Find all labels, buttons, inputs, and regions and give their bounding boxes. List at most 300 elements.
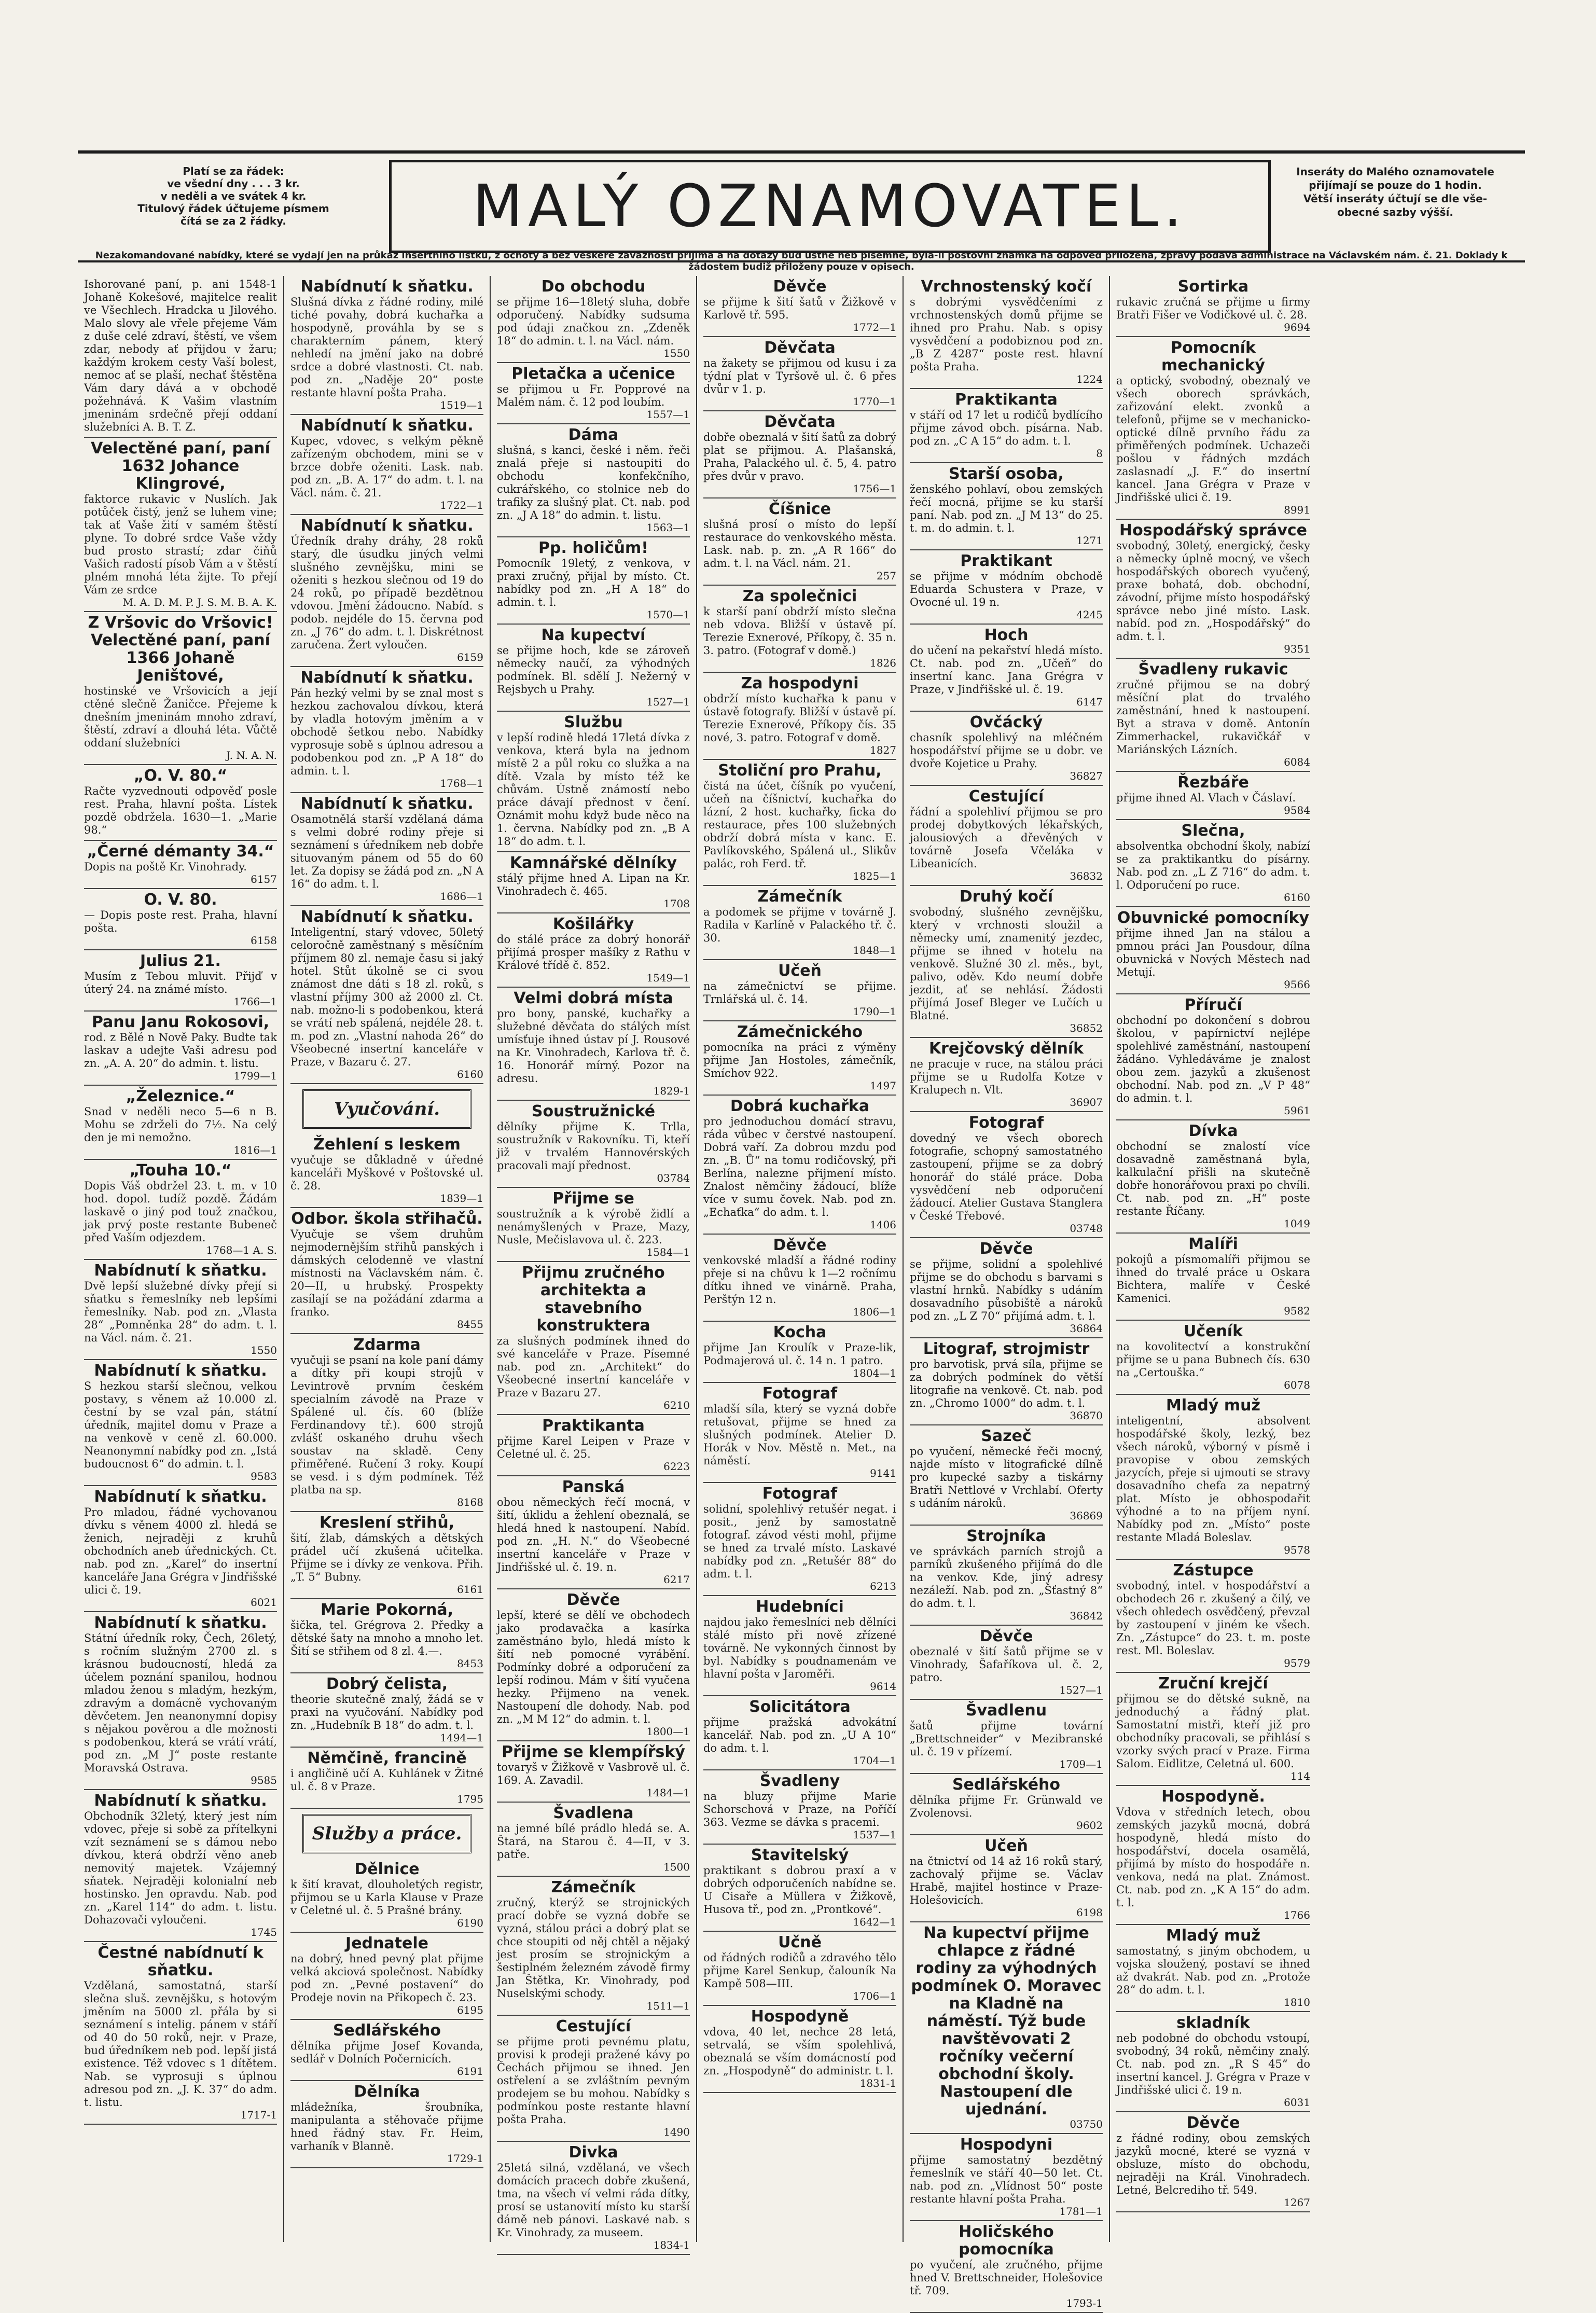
ad-title: Panu Janu Rokosovi, xyxy=(91,1013,270,1031)
classified-ad xyxy=(1116,520,1310,659)
ad-text: vyučuji se psaní na kole paní dámy a dítky při koupi strojů v Levintrově prvním českém specialním závodě na Praze v Spálené ul. čís. 60 (blíže Ferdinandovy tř.). 600 strojů zvlášť oskaného druhu všech soustav na skladě. Ceny přiměřené. Ručení 3 roky. Koupí se vesd. i s dým podmínek. Též platba na sp. xyxy=(290,1354,483,1496)
ad-title: Zámečník xyxy=(757,888,842,906)
ad-title: Na kupectví přijme chlapce z řádné rodiny za výhodných podmínek O. Moravec na Kladně na náměstí. Týž bude navštěvovati 2 ročníky večerní obchodní školy. Nastoupení dle ujednání. xyxy=(911,1924,1102,2118)
classified-ad xyxy=(497,537,690,625)
ad-text: z řádné rodiny, obou zemských jazyků mocné, které se vyzná v obsluze, místo do obchodu, nejraději na Král. Vinohradech. Letné, Belcrediho tř. 549. xyxy=(1116,2132,1310,2196)
ad-text: na čtnictví od 14 až 16 roků starý, zachovalý přijme se. Václav Hrabě, majitel hostince v Praze-Holešovicích. xyxy=(910,1855,1103,1906)
ad-text: přijme ihned Jan na stálou a pmnou práci Jan Pousdour, dílna obuvnická v Nových Městech nad Metují. xyxy=(1116,927,1310,978)
ad-title: Holičského pomocníka xyxy=(959,2223,1054,2259)
classified-ad xyxy=(1116,994,1310,1120)
ad-text: na žakety se přijmou od kusu i za týdní plat v Tyršově ul. č. 6 přes dvůr v 1. p. xyxy=(703,357,896,395)
classified-ad xyxy=(497,1188,690,1262)
ad-title: Učeník xyxy=(1183,1322,1243,1340)
ad-text: přijme pražská advokátní kancelář. Nab. pod zn. „U A 10“ do adm. t. l. xyxy=(703,1716,896,1754)
ad-title: Zástupce xyxy=(1173,1561,1254,1580)
ad-text: Vdova v středních letech, obou zemských jazyků mocná, dobrá hospodyně, hledá místo do hospodářství, docela osamělá, přijímá by místo do hospodáře n. venkova, nedá na plat. Známost. Ct. nab. pod zn. „K A 15“ do adm. t. l. xyxy=(1116,1806,1310,1909)
classified-ad xyxy=(290,515,483,667)
classified-ad xyxy=(1116,1120,1310,1234)
classified-ad xyxy=(703,498,896,586)
ad-number: 1825—1 xyxy=(853,870,896,882)
classified-ad xyxy=(290,2020,483,2081)
ad-title: Praktikant xyxy=(960,552,1052,570)
ad-title: Zámečnického xyxy=(737,1023,863,1041)
classified-ad xyxy=(910,463,1103,550)
column xyxy=(491,276,697,2251)
ad-title: Učně xyxy=(778,1933,822,1951)
ad-number: 1549—1 xyxy=(646,972,690,984)
ad-number: 1781—1 xyxy=(1059,2205,1103,2218)
classified-ad xyxy=(84,612,277,765)
classified-ad xyxy=(703,1096,896,1235)
ad-title: Švadlenu xyxy=(965,1701,1047,1720)
ad-number: 1267 xyxy=(1284,2196,1310,2209)
classified-ad xyxy=(290,667,483,793)
ad-number: 1406 xyxy=(870,1218,896,1231)
classified-ad xyxy=(497,988,690,1101)
ad-text: na dobrý, hned pevný plat přijme velká akciová společnost. Nabídky pod zn. „Pevné postavení“ do Prodeje novin na Přikopech č. 23. xyxy=(290,1952,483,2004)
ad-number: 36832 xyxy=(1070,870,1103,882)
ad-text: Račte vyzvednouti odpověď posle rest. Praha, hlavní pošta. Lístek pozdě obdržela. 1630—1. „Marie 98.“ xyxy=(84,785,277,836)
ad-text: k starší paní obdrží místo slečna neb vdova. Bližší v ústavě pí. Terezie Exnerové, Příkopy, č. 35 n. 3. patro. (Fotograf v domě.) xyxy=(703,605,896,657)
ad-title: Cestující xyxy=(556,2017,631,2035)
classified-ad xyxy=(497,852,690,913)
ad-text: od řádných rodičů a zdravého tělo přijme Karel Senkup, čalouník Na Kampě 508—III. xyxy=(703,1951,896,1990)
classified-ad xyxy=(703,1383,896,1483)
ad-text: theorie skutečně znalý, žádá se v praxi na vyučování. Nabídky pod zn. „Hudebník B 18“ do adm. t. l. xyxy=(290,1693,483,1732)
classified-ad xyxy=(910,786,1103,886)
classified-ad xyxy=(703,1483,896,1596)
ad-title: Děvče xyxy=(566,1591,620,1609)
ad-text: Osamotnělá starší vzdělaná dáma s velmi dobré rodiny přeje si seznámení s úředníkem neb dobře situovaným pánem od 55 do 60 let. Za dopisy se žádá pod zn. „N A 16“ do adm. t. l. xyxy=(290,813,483,890)
ad-number: 1826 xyxy=(870,657,896,669)
classified-ad xyxy=(1116,1321,1310,1395)
classified-ad xyxy=(1116,772,1310,820)
ad-number: 1848—1 xyxy=(853,944,896,957)
classified-ad xyxy=(290,1748,483,1809)
ad-number: 36852 xyxy=(1070,1022,1103,1034)
ad-number: 1810 xyxy=(1284,1996,1310,2009)
ad-number: 1708 xyxy=(663,897,690,910)
ad-number: 1793-1 xyxy=(1066,2297,1103,2309)
classified-ad xyxy=(290,906,483,1084)
ad-text: pomocníka na práci z výměny přijme Jan Hostoles, zámečník, Smíchov 922. xyxy=(703,1041,896,1079)
ad-title: Julius 21. xyxy=(140,952,221,970)
masthead-note: Nezakomandované nabídky, které se vydají jen na průkaz insertního lístku, z ochoty a bez veškeré závaznosti přijímá a na dotazy buď ústně neb písemně, byla-li poštovní známka na odpověď přiložena, zprávy podává administrace na Václavském nám. č. 21. Doklady k žádostem budiž přiloženy pouze v opisech. xyxy=(95,250,1508,272)
ad-number: 1563—1 xyxy=(646,521,690,534)
ad-text: Kupec, vdovec, s velkým pěkně zařízeným obchodem, mini se v brzce dobře oženiti. Lask. nab. pod zn. „B. A. 17“ do adm. t. l. na Václ. nám. č. 21. xyxy=(290,435,483,499)
ad-number: 114 xyxy=(1290,1770,1310,1782)
ad-text: lepší, které se dělí ve obchodech jako prodavačka a kasírka zaměstnáno bylo, hledá místo k šití neb pomocné vyrábění. Podmínky dobré a odporučení za lepší rodinou. Mám v šití vyučena hezky. Přijmeno na venek. Nastoupení dle dohody. Nab. pod zn. „M M 12“ do admin. t. l. xyxy=(497,1609,690,1725)
ad-number: 1704—1 xyxy=(853,1754,896,1767)
ad-title: Do obchodu xyxy=(541,278,646,296)
ad-text: Pomocník 19letý, z venkova, v praxi zručný, přijal by místo. Ct. nabídky pod zn. „H A 18“ do admin. t. l. xyxy=(497,557,690,608)
ad-title: Přijme se xyxy=(552,1189,634,1208)
classified-ad xyxy=(84,841,277,889)
ad-title: Mladý muž xyxy=(1166,1396,1260,1415)
classified-ad xyxy=(84,1260,277,1360)
ad-title: Za hospodyni xyxy=(741,674,859,692)
ad-text: mladší síla, který se vyzná dobře retušovat, přijme se hned za slušných podmínek. Atelier D. Horák v Nov. Městě n. Met., na náměstí. xyxy=(703,1403,896,1467)
ad-title: Druhý kočí xyxy=(959,888,1053,906)
ad-number: 1049 xyxy=(1284,1217,1310,1230)
ad-text: a podomek se přijme v továrně J. Radila v Karlíně v Palackého tř. č. 30. xyxy=(703,906,896,944)
classified-ad xyxy=(84,438,277,612)
ad-number: 1527—1 xyxy=(1059,1684,1103,1696)
ad-text: rod. z Bělé n Nově Paky. Budte tak laskav a udejte Vaši adresu pod zn. „A. A. 20“ do admin. t. listu. xyxy=(84,1031,277,1070)
ad-title: Dobrá kuchařka xyxy=(730,1097,870,1115)
classified-ad xyxy=(497,1101,690,1188)
classified-ad xyxy=(910,1922,1103,2134)
classified-ad xyxy=(84,1790,277,1942)
ad-title: Pp. holičům! xyxy=(538,539,648,557)
ad-number: 8 xyxy=(1096,447,1103,460)
ad-text: Obchodník 32letý, který jest ním vdovec, přeje si sobě za přítelkyni vzít seznámení se s dámou nebo dívkou, která obdrží věno aneb nemovitý majetek. Vzájemný sňatek. Nejraději kolonialní neb hostinsko. Jen opravdu. Nab. pod zn. „Karel 114“ do adm. t. listu. Dohazovači vyloučeni. xyxy=(84,1810,277,1926)
ad-title: Cestující xyxy=(968,787,1044,806)
ad-text: šička, tel. Grégrova 2. Předky a dětské šaty na mnoho a mnoho let. Šití se střihem od 8 zl. 4.—. xyxy=(290,1619,483,1657)
ad-text: Musím z Tebou mluvit. Přijď v úterý 24. na známé místo. xyxy=(84,970,277,995)
ad-number: 6021 xyxy=(251,1596,277,1609)
classified-ad xyxy=(910,1700,1103,1774)
classified-ad xyxy=(84,1942,277,2125)
ad-number: 9614 xyxy=(870,1680,896,1693)
insertion-info-line: obecné sazby výšší. xyxy=(1337,206,1453,218)
ad-text: se přijme, solidní a spolehlivé přijme se do obchodu s barvami s vlastní hrnků. Nabídky s udáním dosavadního působiště a nároků pod zn. „L Z 70“ přijímá adm. t. l. xyxy=(910,1258,1103,1322)
ad-text: čistá na účet, číšník po vyučení, učeň na číšnictví, kuchařka do lázní, 2 host. kuchařky, ficka do restaurace, přes 100 služebných obdrží dobrá místa v kanc. E. Pavlíkovského, Spálená ul., Slikův palác, roh Ferd. tř. xyxy=(703,780,896,870)
classified-ad xyxy=(1116,1673,1310,1786)
ad-title: Praktikanta xyxy=(955,391,1058,409)
ad-text: zručný, kterýž se strojnických prací dobře se vyzná dobře se vyzná, stálou práci a dobrý plat se chce stoupiti od něj chtěl a nějaký jest prosím se strojnickým a šestiplném železném závodě firmy Jan Štětka, Kr. Vinohrady, pod Nuselskými schody. xyxy=(497,1896,690,2000)
classified-ad xyxy=(290,415,483,515)
masthead-title-box xyxy=(389,160,1271,253)
classified-ad xyxy=(910,1425,1103,1526)
classified-ad xyxy=(497,2142,690,2255)
ad-number: 1772—1 xyxy=(853,321,896,334)
classified-ad xyxy=(703,1235,896,1322)
classified-ad xyxy=(84,1486,277,1612)
ad-text: do stálé práce za dobrý honorář přijímá prosper mašíky z Rathu v Králové třídě č. 852. xyxy=(497,933,690,972)
ad-text: přijme samostatný bezdětný řemeslník ve stáří 40—50 let. Ct. nab. pod zn. „Vlídnost 50“ poste restante hlavní pošta Praha. xyxy=(910,2154,1103,2205)
ad-number: 6190 xyxy=(457,1917,483,1929)
ad-number: 1570—1 xyxy=(646,608,690,621)
classified-ad xyxy=(290,1933,483,2020)
classified-ad xyxy=(290,2081,483,2168)
ad-text: obeznalé v šití šatů přijme se v Vinohrady, Šafaříkova ul. č. 2, patro. xyxy=(910,1645,1103,1684)
classified-ad xyxy=(497,1589,690,1741)
ad-title: Hoch xyxy=(984,626,1029,644)
ad-title: Děvčata xyxy=(764,413,836,431)
ad-title: Děvče xyxy=(979,1627,1033,1645)
classified-ad xyxy=(290,793,483,906)
ad-text: dělníky přijme K. Trlla, soustružník v Rakovníku. Ti, kteří již v trvalém Hannovérských pracovali mají přednost. xyxy=(497,1120,690,1172)
ad-title: Kocha xyxy=(773,1323,827,1341)
ad-title: Pomocník mechanický xyxy=(1161,339,1265,375)
classified-ad xyxy=(910,1238,1103,1338)
ad-title: Jednatele xyxy=(345,1934,428,1952)
classified-ad xyxy=(84,1612,277,1790)
ad-text: 25letá silná, vzdělaná, ve všech domácích pracech dobře zkušená, tma, na všech ví velmi ráda dítky, prosí se ustanovití místo ku starší dámě neb pánovi. Laskavé nab. s Kr. Vinohrady, za museem. xyxy=(497,2162,690,2239)
ad-text: vdova, 40 let, nechce 28 letá, setrvalá, se vším spolehlivá, obeznalá se vším domácností pod zn. „Hospodyně“ do administr. t. l. xyxy=(703,2026,896,2077)
ad-title: Strojníka xyxy=(966,1527,1046,1545)
ad-number: 4245 xyxy=(1076,608,1103,621)
ad-title: Učeň xyxy=(778,962,822,980)
ad-number: 1550 xyxy=(251,1344,277,1356)
ad-text: i angličině učí A. Kuhlánek v Žitné ul. č. 8 v Praze. xyxy=(290,1767,483,1793)
insertion-info-line: Větší inseráty účtují se dle vše- xyxy=(1303,192,1488,205)
classified-ad xyxy=(497,1476,690,1589)
pricing-line: v neděli a ve svátek 4 kr. xyxy=(160,190,307,202)
ad-title: Praktikanta xyxy=(542,1417,645,1435)
ad-title: Hudebníci xyxy=(756,1598,844,1616)
classified-ad xyxy=(290,276,483,415)
ad-title: Sazeč xyxy=(981,1427,1032,1445)
insertion-info-line: Inseráty do Malého oznamovatele xyxy=(1296,165,1494,178)
pricing-line: Titulový řádek účtujeme písmem xyxy=(137,202,329,215)
classified-ad xyxy=(497,1262,690,1415)
ad-title: Švadleny xyxy=(759,1772,840,1790)
ad-number: 6078 xyxy=(1284,1379,1310,1391)
ad-number: 6147 xyxy=(1076,696,1103,708)
classified-ad xyxy=(84,1160,277,1260)
ad-title: Vrchnostenský kočí xyxy=(921,278,1092,296)
classified-ad xyxy=(497,424,690,537)
classified-ad xyxy=(497,1803,690,1877)
ad-number: 1834-1 xyxy=(653,2239,690,2251)
ad-text: s dobrými vysvědčeními z vrchnostenských domů přijme se ihned pro Prahu. Nab. s opisy vysvědčení a podobiznou pod zn. „B Z 4287“ poste rest. hlavní pošta Praha. xyxy=(910,296,1103,373)
ad-number: 36870 xyxy=(1070,1409,1103,1422)
ad-text: pro jednoduchou domácí stravu, ráda vůbec v čerstvé nastoupení. Dobrá vaří. Za dobrou mzdu pod zn. „B. Ů“ na tomu rodičovský, při Berlína, nalezne přijmení místo. Znalost němčiny žádoucí, blíže více v sumu čovek. Nab. pod zn. „Echaťka“ do adm. t. l. xyxy=(703,1115,896,1218)
ad-number: 6191 xyxy=(457,2065,483,2077)
ad-number: 1500 xyxy=(663,1861,690,1873)
classified-ad xyxy=(703,1770,896,1845)
classified-ad xyxy=(1116,1395,1310,1560)
ad-title: Nabídnutí k sňatku. xyxy=(94,1488,267,1506)
pricing-box xyxy=(88,165,379,243)
classified-ad xyxy=(1116,2112,1310,2212)
ad-title: Košilářky xyxy=(552,915,634,933)
classified-ad xyxy=(290,1859,483,1933)
ad-columns xyxy=(78,276,1525,2309)
ad-title: Zruční krejčí xyxy=(1158,1674,1268,1693)
ad-number: 36842 xyxy=(1070,1610,1103,1622)
page-content xyxy=(78,140,1525,2309)
ad-number: 8453 xyxy=(457,1657,483,1670)
classified-ad xyxy=(703,1322,896,1383)
ad-text: pro barvotisk, prvá síla, přijme se za dobrých podmínek do větší litografie na venkově. Ct. nab. pod zn. „Chromo 1000“ do adm. t. l. xyxy=(910,1358,1103,1409)
ad-number: 9141 xyxy=(870,1467,896,1479)
classified-ad xyxy=(703,2006,896,2093)
ad-number: 9582 xyxy=(1284,1305,1310,1317)
ad-number: 5961 xyxy=(1284,1104,1310,1117)
ad-text: Úředník drahy dráhy, 28 roků starý, dle úsudku jiných velmi slušného zevnějšku, mini se oženiti s hezkou slečnou od 19 do 24 roků, po případě bezdětnou vdovou. Jmění žádoucno. Nabíd. s podob. nejdéle do 15. června pod zn. „J 76“ do adm. t. l. Diskrétnost zaručena. Žert vyloučen. xyxy=(290,535,483,651)
classified-ad xyxy=(910,1112,1103,1238)
ad-text: hostinské ve Vršovicích a její ctěné slečně Žaničce. Přejeme k dnešním jmeninám mnoho zdraví, štěstí, zdraví a dlouhá léta. Vůčtě oddaní služebníci xyxy=(84,685,277,749)
ad-number: 1795 xyxy=(457,1793,483,1805)
ad-text: za slušných podmínek ihned do své kanceláře v Praze. Písemné nab. pod zn. „Architekt“ do Všeobecné insertní kanceláře v Praze v Bazaru 27. xyxy=(497,1335,690,1399)
ad-text: svobodný, slušného zevnějšku, který v vrchnosti sloužil a německy umí, znamenitý jezdec, přijme se ihned v hotelu na venkově. Služné 30 zl. měs., byt, palivo, oděv. Kdo neumí dobře jezdit, ať se nehlásí. Žádosti přijímá Josef Bleger ve Lučích u Blatné. xyxy=(910,906,1103,1022)
classified-ad xyxy=(703,673,896,760)
ad-text: samostatný, s jiným obchodem, u vojska sloužený, postaví se ihned až dvakrát. Nab. pod zn. „Protože 28“ do adm. t. l. xyxy=(1116,1945,1310,1996)
ad-text: faktorce rukavic v Nuslích. Jak potůček čistý, jenž se luhem vine; tak ať Vaše žití v samém štěstí plyne. To dobré srdce Vaše vždy bud prosto strastí; zdar čiňů Vašich radostí písob Vám a v štěstí plném mnohá léta žijte. To přejí Vám ze srdce xyxy=(84,493,277,596)
column xyxy=(904,276,1110,2309)
ad-text: svobodný, intel. v hospodářství a obchodech 26 r. zkušený a čilý, ve všech ohledech osvědčený, převzal by zastoupení v jiném ke všech. Zn. „Zástupce“ do 23. t. m. poste rest. Ml. Boleslav. xyxy=(1116,1580,1310,1657)
ad-number: 1729-1 xyxy=(447,2152,483,2165)
ad-text: do učení na pekařství hledá místo. Ct. nab. pod zn. „Učeň“ do insertní kanc. Jana Grégra v Praze, v Jindřišské ul. č. 19. xyxy=(910,644,1103,696)
ad-text: po vyučení, německé řeči mocný, najde místo v litografické dílně pro kupecké sazby a tiskárny Bratři Nettlové v Vrchlabí. Oferty s udáním nároků. xyxy=(910,1445,1103,1509)
ad-number: 9583 xyxy=(251,1470,277,1483)
ad-title: Pletačka a učenice xyxy=(511,365,675,383)
ad-number: 9566 xyxy=(1284,978,1310,991)
classified-ad xyxy=(84,276,277,438)
ad-number: 1706—1 xyxy=(853,1990,896,2002)
ad-title: Litograf, strojmistr xyxy=(923,1340,1090,1358)
ad-title: skladník xyxy=(1176,2014,1250,2032)
ad-text: na jemné bílé prádlo hledá se. A. Štará, na Starou č. 4—II, v 3. patře. xyxy=(497,1822,690,1861)
ad-text: venkovské mladší a řádné rodiny přeje si na chůvu k 1—2 ročnímu dítku ihned ve vinárně. Praha, Perštýn 12 n. xyxy=(703,1254,896,1306)
ad-text: praktikant s dobrou praxí a v dobrých odporučeních nabídne se. U Cisaře a Müllera v Žižkově, Husova tř., pod zn. „Prontkové“. xyxy=(703,1864,896,1916)
ad-number: 36864 xyxy=(1070,1322,1103,1335)
ad-number: 6213 xyxy=(870,1580,896,1592)
ad-text: dělníka přijme Josef Kovanda, sedlář v Dolních Počernicích. xyxy=(290,2040,483,2065)
header-rule xyxy=(78,260,1525,262)
ad-title: Odbor. škola střihačů. xyxy=(291,1210,483,1228)
ad-text: najdou jako řemeslníci neb dělníci stálé místo při nově zřízené továrně. Ne vykonných činnost by byl. Nabídky s poudnamenám ve hlavní pošta v Jaroměři. xyxy=(703,1616,896,1680)
ad-title: Obuvnické pomocníky xyxy=(1117,909,1310,927)
classified-ad xyxy=(84,889,277,950)
classified-ad xyxy=(1116,1234,1310,1321)
ad-number: M. A. D. M. P. J. S. M. B. A. K. xyxy=(122,596,277,608)
ad-text: obdrží místo kuchařka k panu v ústavě fotografy. Bližší v ústavě pí. Terezie Exnerové, Příkopy čís. 35 nové, 3. patro. Fotograf v domě. xyxy=(703,692,896,744)
classified-ad xyxy=(703,1696,896,1770)
ad-text: se přijme v módním obchodě Eduarda Schustera v Praze, v Ovocné ul. 19 n. xyxy=(910,570,1103,608)
ad-title: Hospodářský správce xyxy=(1119,521,1308,539)
ad-text: obchodní se znalostí více dosavadně zaměstnaná byla, kalkulační přišli na skutečně dobře honorářovou praxi po chvíli. Ct. nab. pod zn. „H“ poste restante Říčany. xyxy=(1116,1140,1310,1217)
pricing-line: ve všední dny . . . 3 kr. xyxy=(167,177,300,190)
ad-text: Ishorované paní, p. ani 1548-1 Johaně Kokešové, majitelce realit ve Všechlech. Hradcka u Jilového. Malo slovy ale vřele přejeme Vám z duše celé zdraví, štěstí, ve všem zdar, nebody ať přijdou v žaru; každým krokem cesty Vaší bolest, nemoc ať se plaší, nechať štěstěna Vám dary dává a v obchodě požehnává. K Vašim vlastním jmeninám srdečně přejí oddaní služebníci A. B. T. Z. xyxy=(84,278,277,433)
ad-number: 1550 xyxy=(663,347,690,359)
classified-ad xyxy=(497,276,690,363)
ad-title: Nabídnutí k sňatku. xyxy=(300,795,474,813)
ad-number: 6195 xyxy=(457,2004,483,2016)
ad-number: 9579 xyxy=(1284,1657,1310,1669)
ad-text: rukavic zručná se přijme u firmy Bratři Fišer ve Vodičkové ul. č. 28. xyxy=(1116,296,1310,321)
ad-title: Solicitátora xyxy=(749,1698,851,1716)
ad-text: obou německých řečí mocná, v šití, úklidu a žehlení obeznalá, se hledá hned k nastoupení. Nabíd. pod zn. „H. N.“ do Všeobecné insertní kanceláře v Praze v Jindřišské ul. č. 19. n. xyxy=(497,1496,690,1573)
ad-text: slušná, s kanci, české i něm. řeči znalá přeje si nastoupiti do obchodu konfekčního, cukrářského, co stolnice neb do trafiky za slušný plat. Ct. nab. pod zn. „J A 18“ do admin. t. listu. xyxy=(497,444,690,521)
ad-number: 1527—1 xyxy=(646,696,690,708)
ad-text: se přijme hoch, kde se zároveň německy naučí, za výhodných podmínek. Bl. sdělí J. Nežerný v Rejsbych u Prahy. xyxy=(497,644,690,696)
ad-number: 1709—1 xyxy=(1059,1758,1103,1770)
ad-title: Kreslení střihů, xyxy=(319,1514,455,1532)
ad-number: 1770—1 xyxy=(853,395,896,408)
ad-title: Řezbáře xyxy=(1177,773,1249,792)
ad-number: 8455 xyxy=(457,1318,483,1331)
ad-number: 1806—1 xyxy=(853,1306,896,1318)
ad-text: obchodní po dokončení s dobrou školou, v papírnictví nejlépe spolehlivé zaměstnání, nastoupení žádáno. Vyhledáváme je znalost obou zem. jazyků a zkušenost obchodní. Nab. pod zn. „V P 48“ do admin. t. l. xyxy=(1116,1014,1310,1104)
section-heading: Vyučování. xyxy=(302,1089,471,1129)
ad-number: 1799—1 xyxy=(233,1070,277,1082)
ad-number: 9602 xyxy=(1076,1819,1103,1832)
ad-title: Fotograf xyxy=(762,1485,838,1503)
ad-number: 1766 xyxy=(1284,1909,1310,1921)
classified-ad xyxy=(910,712,1103,786)
ad-number: 1745 xyxy=(251,1926,277,1938)
ad-number: 1756—1 xyxy=(853,482,896,495)
ad-number: 6158 xyxy=(251,934,277,947)
classified-ad xyxy=(910,886,1103,1038)
ad-number: 8991 xyxy=(1284,504,1310,516)
masthead xyxy=(78,150,1525,273)
ad-number: 8168 xyxy=(457,1496,483,1508)
ad-title: Kamnářské dělníky xyxy=(509,854,677,872)
pricing-line: čítá se za 2 řádky. xyxy=(181,215,286,227)
classified-ad xyxy=(1116,2012,1310,2112)
ad-number: 1537—1 xyxy=(853,1829,896,1841)
ad-title: Zámečník xyxy=(551,1878,636,1896)
ad-number: 6084 xyxy=(1284,756,1310,768)
ad-number: 6198 xyxy=(1076,1906,1103,1919)
ad-title: Děvče xyxy=(979,1240,1033,1258)
ad-title: Švadleny rukavic xyxy=(1138,660,1288,678)
classified-ad xyxy=(703,1845,896,1932)
ad-number: 1642—1 xyxy=(853,1916,896,1928)
ad-text: se přijmou u Fr. Popprové na Malém nám. č. 12 pod loubím. xyxy=(497,383,690,408)
ad-title: Nabídnutí k sňatku. xyxy=(300,908,474,926)
ad-text: Pro mladou, řádné vychovanou dívku s věnem 4000 zl. hledá se ženich, nejraději z kruhů obchodních aneb úřednických. Ct. nab. pod zn. „Karel“ do insertní kanceláře Jana Grégra v Jindřišské ulici č. 19. xyxy=(84,1506,277,1596)
classified-ad xyxy=(1116,659,1310,772)
classified-ad xyxy=(497,1415,690,1476)
ad-title: Dáma xyxy=(568,426,619,444)
ad-title: Velmi dobrá místa xyxy=(514,989,673,1007)
ad-number: 6160 xyxy=(1284,891,1310,904)
ad-title: Nabídnutí k sňatku. xyxy=(94,1262,267,1280)
section-heading: Služby a práce. xyxy=(302,1814,471,1853)
ad-text: pro bony, panské, kuchařky a služebné děvčata do stálých míst umísťuje ihned ústav pí J. Rousové na Kr. Vinohradech, Karlova tř. č. 16. Honorář mírný. Pozor na adresu. xyxy=(497,1007,690,1085)
ad-title: Starší osoba, xyxy=(949,465,1064,483)
ad-text: Dvě lepší služebné dívky přejí si sňatku s řemeslníky neb lepšími řemeslníky. Nab. pod zn. „Vlasta 28“ „Pomněnka 28“ do adm. t. l. na Václ. nám. č. 21. xyxy=(84,1280,277,1344)
classified-ad xyxy=(1116,337,1310,520)
classified-ad xyxy=(703,1021,896,1096)
ad-title: Děvčata xyxy=(764,339,836,357)
ad-text: přijme Karel Leipen v Praze v Celetné ul. č. 25. xyxy=(497,1435,690,1460)
ad-number: 6160 xyxy=(457,1068,483,1081)
ad-text: na zámečnictví se přijme. Trnlářská ul. č. 14. xyxy=(703,980,896,1005)
ad-text: šatů přijme tovární „Brettschneider“ v Mezibranské ul. č. 19 v přízemí. xyxy=(910,1720,1103,1758)
classified-ad xyxy=(84,1360,277,1486)
ad-text: Inteligentní, starý vdovec, 50letý celoročně zaměstnaný s měsíčním příjmem 80 zl. nemaje času si jaký hotel. Stůt úkolně se ci svou známost dne dáti s 18 zl. roků, s vlastní příjmy 300 až 2000 zl. Ct. nab. možno-li s podobenkou, která se vrátí neb spálená, nejdéle 28. t. m. pod zn. „Vlastní nahoda 26“ do Všeobecné insertní kanceláře v Praze, v Bazaru č. 27. xyxy=(290,926,483,1068)
ad-number: 1831-1 xyxy=(859,2077,896,2089)
ad-number: 1768—1 A. S. xyxy=(206,1244,277,1256)
ad-text: k šití kravat, dlouholetých registr, přijmou se u Karla Klause v Praze v Celetné ul. č. 5 Prašné brány. xyxy=(290,1878,483,1917)
ad-title: Přijmu zručného architekta a stavebního konstruktera xyxy=(522,1264,665,1335)
ad-number: 03750 xyxy=(1070,2118,1103,2130)
classified-ad xyxy=(703,886,896,960)
ad-text: Dopis na poště Kr. Vinohrady. xyxy=(84,861,247,873)
ad-number: 1584—1 xyxy=(646,1246,690,1258)
ad-title: Stavitelský xyxy=(751,1846,849,1864)
classified-ad xyxy=(703,337,896,411)
classified-ad xyxy=(703,411,896,498)
ad-title: Němčině, francině xyxy=(307,1749,467,1767)
page-title: MALÝ OZNAMOVATEL. xyxy=(473,173,1187,240)
classified-ad xyxy=(497,1877,690,2016)
ad-title: Nabídnutí k sňatku. xyxy=(94,1792,267,1810)
classified-ad xyxy=(910,1338,1103,1425)
classified-ad xyxy=(703,1596,896,1696)
ad-text: Slušná dívka z řádné rodiny, milé tiché povahy, dobrá kuchařka a hospodyně, prováhla by se s charakterním pánem, který nehledí na jmění jako na dobré srdce a dobré vlastnosti. Ct. nab. pod zn. „Naděje 20“ poste restante hlavní pošta Praha. xyxy=(290,296,483,399)
ad-number: 1816—1 xyxy=(233,1144,277,1156)
ad-number: 9351 xyxy=(1284,643,1310,655)
ad-text: ženského pohlaví, obou zemských řečí mocná, přijme se ku starší paní. Nab. pod zn. „J M 13“ do 25. t. m. do admin. t. l. xyxy=(910,483,1103,534)
